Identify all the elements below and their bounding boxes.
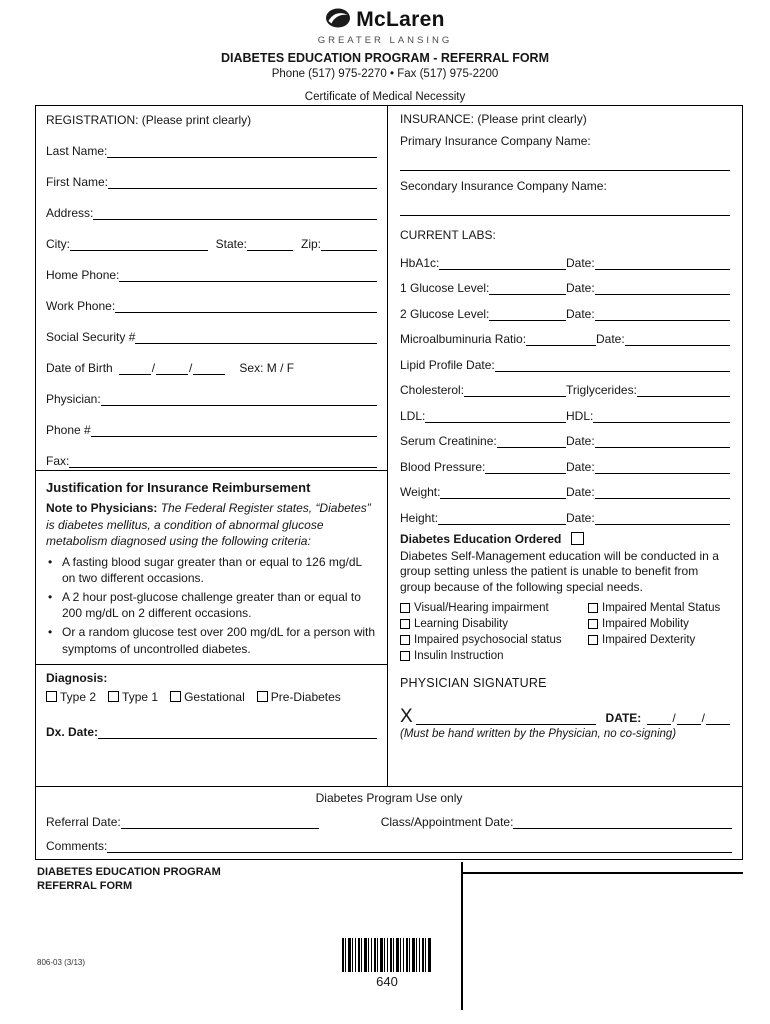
address-label: Address: [46,206,94,220]
work-phone-label: Work Phone: [46,299,116,313]
lab-row-height [400,499,730,525]
sig-date-slash: / [672,711,676,726]
field-row-city-state-zip [46,220,377,251]
lipid-profile-line[interactable] [495,359,730,372]
field-row-work-phone [46,282,377,313]
physician-note [46,500,377,550]
primary-insurance-line[interactable] [400,148,730,171]
brand-subtitle: GREATER LANSING [317,35,453,46]
phone-label: Phone # [46,423,91,437]
need-insulin-instruction [400,648,588,664]
class-date-label: Class/Appointment Date: [380,815,514,829]
justification-section [36,470,387,664]
glucose-1-label: 1 Glucose Level: [400,281,490,295]
dob-slash: / [151,361,156,375]
justification-heading: Justification for Insurance Reimbursement [46,480,311,495]
last-name-label: Last Name: [46,144,108,158]
need-visual-hearing [400,600,588,616]
criteria-text: A fasting blood sugar greater than or equal to 126 mg/dL on two different occasions. [62,554,362,585]
signature-x-mark: X [400,706,413,728]
ssn-label: Social Security # [46,330,136,344]
primary-insurance-label: Primary Insurance Company Name: [400,134,591,148]
registration-heading: REGISTRATION: (Please print clearly) [46,113,252,127]
diagnosis-section [36,664,387,786]
criteria-item [46,589,377,621]
criteria-text: Or a random glucose test over 200 mg/dL for a person with symptoms of uncontrolled diabetes. [62,625,376,656]
registration-section [36,106,387,470]
phone-line[interactable] [91,424,377,437]
criteria-item [46,624,377,656]
physician-label: Physician: [46,392,101,406]
lab-row-weight [400,474,730,500]
need-mental-status [588,600,730,616]
serum-creatinine-date-label: Date: [566,434,595,448]
dob-slash: / [189,361,193,375]
weight-date-label: Date: [566,485,595,499]
note-text: The Federal Register states, “Diabetes” is diabetes mellitus, a condition of abnormal glucose metabolism diagnosed using the following criteria: [46,501,371,549]
serum-creatinine-label: Serum Creatinine: [400,434,497,448]
main-form-box [35,105,743,860]
left-column [36,106,388,786]
microalbuminuria-date-label: Date: [596,332,625,346]
sex-label: Sex: M / F [239,361,295,375]
class-date-line[interactable] [513,816,732,829]
form-number: 806-03 (3/13) [37,958,86,967]
criteria-text: A 2 hour post-glucose challenge greater than or equal to 200 mg/dL on 2 different occasions. [62,590,361,621]
need-dexterity [588,632,730,648]
barcode-block [340,938,434,989]
comments-line[interactable] [107,840,732,853]
sig-date-month-line[interactable] [647,712,671,725]
checkbox-insulin-instruction[interactable] [400,651,410,661]
zip-label: Zip: [300,237,321,251]
checkbox-pre-diabetes[interactable] [257,691,268,702]
checkbox-impaired-mental-status[interactable] [588,603,598,613]
diagnosis-options [46,690,377,704]
lab-row-serum-creatinine [400,423,730,449]
criteria-list [46,554,377,657]
blood-pressure-date-line[interactable] [595,461,730,474]
lab-row-cholesterol [400,372,730,398]
hba1c-label: HbA1c: [400,255,440,270]
note-label: Note to Physicians: [46,501,158,515]
dob-day-line[interactable] [156,362,188,375]
type-1-label: Type 1 [122,689,159,704]
weight-label: Weight: [400,485,441,499]
weight-date-line[interactable] [595,486,730,499]
glucose-2-date-label: Date: [566,306,595,321]
hdl-label: HDL: [566,408,594,423]
sig-date-slash: / [701,711,705,726]
psychosocial-label: Impaired psychosocial status [414,634,562,647]
brand [0,7,770,33]
lab-row-ldl-hdl [400,397,730,423]
mclaren-logo-icon [325,7,351,34]
need-psychosocial [400,632,588,648]
need-mobility [588,616,730,632]
glucose-2-line[interactable] [489,308,566,321]
hba1c-date-line[interactable] [595,257,730,270]
special-needs-grid [400,600,730,664]
sig-date-day-line[interactable] [677,712,701,725]
visual-hearing-label: Visual/Hearing impairment [414,602,549,615]
work-phone-line[interactable] [115,300,377,313]
footer-horizontal-divider [461,872,743,874]
field-row-phone [46,406,377,437]
signature-note: (Must be hand written by the Physician, no co-signing) [400,728,677,741]
dx-date-label: Dx. Date: [46,724,99,739]
field-row-fax [46,437,377,468]
field-row-dx-date [46,713,377,739]
signature-row [400,706,730,728]
hdl-line[interactable] [593,410,730,423]
checkbox-gestational[interactable] [170,691,181,702]
lipid-profile-label: Lipid Profile Date: [400,357,495,372]
lab-row-glucose-2 [400,295,730,321]
bullet-icon: • [48,554,53,569]
form-title: DIABETES EDUCATION PROGRAM - REFERRAL FORM [220,51,549,65]
comments-label: Comments: [46,839,108,853]
physician-line[interactable] [101,393,377,406]
referral-date-line[interactable] [121,816,319,829]
gestational-label: Gestational [184,689,245,704]
diagnosis-option-gestational [170,690,245,704]
education-description: Diabetes Self-Management education will be conducted in a group setting unless the patient is unable to benefit from group because of the following special needs. [400,548,719,595]
microalbuminuria-line[interactable] [526,333,596,346]
pre-diabetes-label: Pre-Diabetes [270,689,341,704]
triglycerides-line[interactable] [637,384,730,397]
footer-title-line2: REFERRAL FORM [37,879,133,892]
physician-signature-heading: PHYSICIAN SIGNATURE [400,676,547,691]
lab-row-microalbuminuria [400,321,730,347]
hba1c-date-label: Date: [566,255,595,270]
insulin-instruction-label: Insulin Instruction [414,650,504,663]
ldl-label: LDL: [400,408,426,423]
dx-date-line[interactable] [98,726,377,739]
field-row-address [46,189,377,220]
footer-title-line1: DIABETES EDUCATION PROGRAM [37,866,221,878]
blood-pressure-line[interactable] [485,461,566,474]
checkbox-type-1[interactable] [108,691,119,702]
contact-line: Phone (517) 975-2270 • Fax (517) 975-2200 [271,68,499,80]
address-line[interactable] [93,207,377,220]
referral-date-label: Referral Date: [46,815,121,829]
glucose-1-date-line[interactable] [595,282,730,295]
diagnosis-heading: Diagnosis: [46,670,108,685]
city-line[interactable] [70,238,208,251]
last-name-line[interactable] [107,145,377,158]
need-learning-disability [400,616,588,632]
lab-row-hba1c [400,244,730,270]
first-name-line[interactable] [108,176,377,189]
triglycerides-label: Triglycerides: [566,383,637,397]
field-row-dob-sex [46,344,377,375]
certificate-title: Certificate of Medical Necessity [304,91,466,103]
education-ordered-label: Diabetes Education Ordered [400,531,562,546]
education-ordered-checkbox[interactable] [571,532,584,545]
microalbuminuria-label: Microalbuminuria Ratio: [400,332,527,346]
footer-vertical-divider [461,862,463,1010]
checkbox-impaired-mobility[interactable] [588,619,598,629]
signature-line[interactable] [416,711,596,725]
lab-row-glucose-1 [400,270,730,296]
field-row-ssn [46,313,377,344]
program-use-section [36,786,742,859]
field-row-home-phone [46,251,377,282]
serum-creatinine-line[interactable] [497,435,566,448]
fax-line[interactable] [69,455,377,468]
height-line[interactable] [438,512,566,525]
glucose-1-line[interactable] [489,282,566,295]
secondary-insurance-line[interactable] [400,193,730,216]
bullet-icon: • [48,625,53,640]
lab-row-lipid-profile [400,346,730,372]
date-label: DATE: [605,711,642,726]
blood-pressure-date-label: Date: [566,459,595,474]
fax-label: Fax: [46,454,70,468]
learning-disability-label: Learning Disability [414,618,508,631]
barcode-icon [342,938,432,972]
blood-pressure-label: Blood Pressure: [400,459,486,474]
home-phone-label: Home Phone: [46,268,120,282]
field-row-last-name [46,127,377,158]
glucose-2-label: 2 Glucose Level: [400,306,490,321]
zip-line[interactable] [321,238,377,251]
dexterity-label: Impaired Dexterity [602,634,696,647]
ssn-line[interactable] [135,331,377,344]
checkbox-visual-hearing-impairment[interactable] [400,603,410,613]
checkbox-impaired-dexterity[interactable] [588,635,598,645]
state-label: State: [215,237,247,251]
field-row-first-name [46,158,377,189]
glucose-1-date-label: Date: [566,281,595,295]
insurance-heading: INSURANCE: (Please print clearly) [400,112,587,126]
cholesterol-line[interactable] [464,384,566,397]
program-use-heading: Diabetes Program Use only [315,791,463,805]
height-label: Height: [400,510,439,525]
right-column [388,106,742,786]
dob-label: Date of Birth [46,361,113,375]
first-name-label: First Name: [46,175,109,189]
program-use-dates-row [46,815,732,829]
lab-row-blood-pressure [400,448,730,474]
comments-row [46,839,732,853]
brand-name: McLaren [356,8,445,31]
criteria-item [46,554,377,586]
barcode-number: 640 [376,974,398,989]
bullet-icon: • [48,590,53,605]
diagnosis-option-type-1 [108,690,158,704]
education-ordered-row [400,532,730,546]
hba1c-line[interactable] [439,257,566,270]
secondary-insurance-label: Secondary Insurance Company Name: [400,179,607,193]
state-line[interactable] [247,238,293,251]
type-2-label: Type 2 [60,689,97,704]
home-phone-line[interactable] [119,269,377,282]
checkbox-impaired-psychosocial[interactable] [400,635,410,645]
form-header [0,0,770,103]
height-date-label: Date: [566,510,595,525]
current-labs-heading: CURRENT LABS: [400,228,496,242]
diagnosis-option-pre-diabetes [257,690,341,704]
footer-form-title [37,866,221,894]
cholesterol-label: Cholesterol: [400,383,465,397]
serum-creatinine-date-line[interactable] [595,435,730,448]
field-row-physician [46,375,377,406]
microalbuminuria-date-line[interactable] [625,333,730,346]
city-label: City: [46,237,70,251]
diagnosis-option-type-2 [46,690,96,704]
checkbox-learning-disability[interactable] [400,619,410,629]
glucose-2-date-line[interactable] [595,308,730,321]
checkbox-type-2[interactable] [46,691,57,702]
dob-month-line[interactable] [119,362,151,375]
form-columns [36,106,742,786]
mental-status-label: Impaired Mental Status [602,602,721,615]
sig-date-year-line[interactable] [706,712,730,725]
mobility-label: Impaired Mobility [602,618,689,631]
ldl-line[interactable] [425,410,566,423]
height-date-line[interactable] [595,512,730,525]
dob-year-line[interactable] [193,362,225,375]
weight-line[interactable] [440,486,566,499]
